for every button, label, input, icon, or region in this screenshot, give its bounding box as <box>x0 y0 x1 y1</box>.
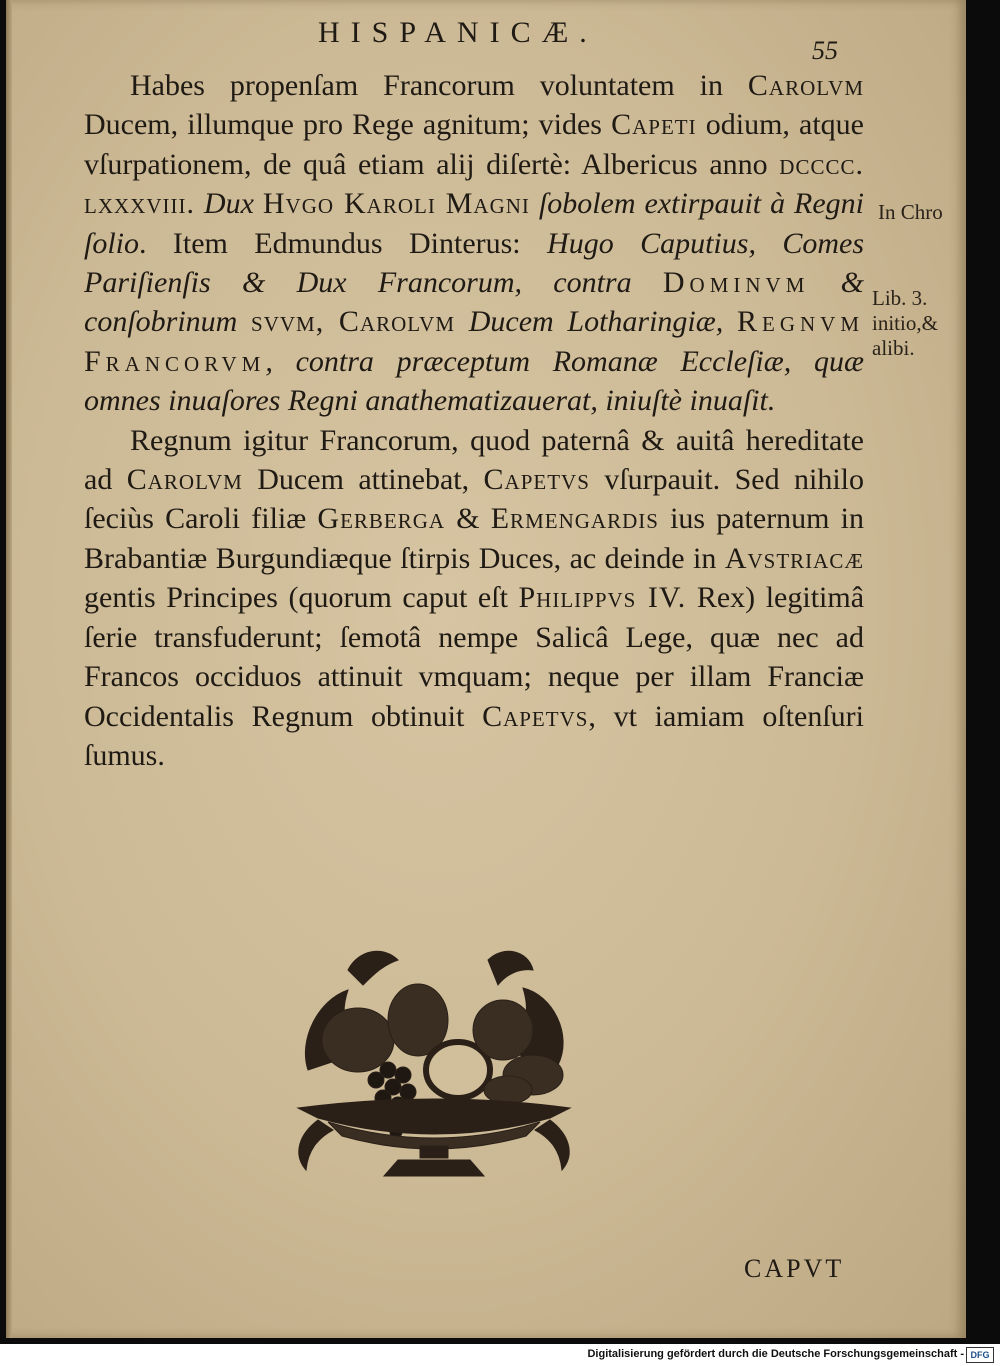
text-run: ius paternum in Brabantiæ Burgundiæque ſtirpis Duces, ac deinde in <box>84 502 865 575</box>
text-run: , vt iamiam oſtenſuri ſumus. <box>84 699 864 772</box>
name-smallcaps: Carolvm <box>126 463 243 497</box>
name-smallcaps: Hvgo Karoli Magni <box>262 187 530 221</box>
digitization-credit: Digitalisierung gefördert durch die Deutsche Forschungsgemeinschaft - <box>587 1348 964 1360</box>
text-run: Ducem, illumque pro Rege agnitum; vides <box>84 108 612 142</box>
text-run: Regnum igitur Francorum, quod paternâ & auitâ hereditate ad <box>84 423 864 497</box>
main-text-block <box>84 66 864 775</box>
text-run: Rex) legitimâ ſerie transfuderunt; ſemotâ nempe Salicâ Lege, quæ nec ad Francos occiduos attinuit vmquam; neque per illam Franciæ Occidentalis Regnum obtinuit <box>84 581 865 733</box>
name-smallcaps: Carolvm <box>747 69 864 102</box>
name-smallcaps: Capetvs <box>482 699 589 733</box>
quote-italic: & conſobrinum <box>84 266 864 339</box>
name-smallcaps: Philippvs IV. <box>518 581 687 615</box>
margin-note-chronicle: In Chro <box>878 200 943 224</box>
margin-note-line: initio,& <box>872 311 938 335</box>
paragraph-1 <box>84 66 864 421</box>
text-run: odium, atque vſurpationem, de quâ etiam alij diſertè: Albericus anno <box>84 108 864 181</box>
fruit-bowl-woodcut-icon <box>288 940 580 1180</box>
page-binding-edge <box>6 0 12 1338</box>
name-smallcaps: Capeti <box>611 108 697 142</box>
running-head: HISPANICÆ. <box>318 16 598 49</box>
name-spaced: Regnvm Francorvm <box>84 305 865 378</box>
text-run: vſurpauit. Sed nihilo ſeciùs Caroli filiæ <box>84 463 864 536</box>
name-smallcaps: Avstriacæ <box>724 541 864 575</box>
year-numeral: dcccc. lxxxviii. <box>84 147 864 221</box>
name-smallcaps: Gerberga <box>317 502 446 536</box>
name-smallcaps: Capetvs <box>483 463 590 497</box>
margin-note-line: alibi. <box>872 336 915 360</box>
quote-italic: , contra præceptum Romanæ Eccleſiæ, quæ omnes inuaſores Regni anathematizauerat, iniuſtè inuaſit. <box>84 344 864 418</box>
paragraph-2 <box>84 421 864 776</box>
name-smallcaps: svvm, Carolvm <box>251 305 456 339</box>
margin-note-book-ref <box>872 286 938 361</box>
catchword: CAPVT <box>744 1254 845 1283</box>
text-run: gentis Principes (quorum caput eſt <box>84 581 519 615</box>
page-number: 55 <box>812 36 838 65</box>
margin-note-line: Lib. 3. <box>872 286 928 310</box>
text-run: . Item Edmundus Dinterus: <box>139 226 548 260</box>
quote-italic: Dux <box>194 187 263 221</box>
name-spaced: Dominvm <box>662 266 810 300</box>
text-run: & <box>445 502 491 536</box>
quote-italic: ſobolem extirpauit à Regni ſolio <box>84 187 865 260</box>
text-run: Ducem attinebat, <box>242 463 484 497</box>
quote-italic: Hugo Caputius, Comes Pariſienſis & Dux Francorum, contra <box>84 226 864 300</box>
name-smallcaps: Ermengardis <box>490 502 659 536</box>
dfg-logo-icon: DFG <box>966 1347 994 1363</box>
quote-italic: Ducem Lotharingiæ, <box>455 305 737 339</box>
text-run: Habes propenſam Francorum voluntatem in <box>130 69 748 102</box>
